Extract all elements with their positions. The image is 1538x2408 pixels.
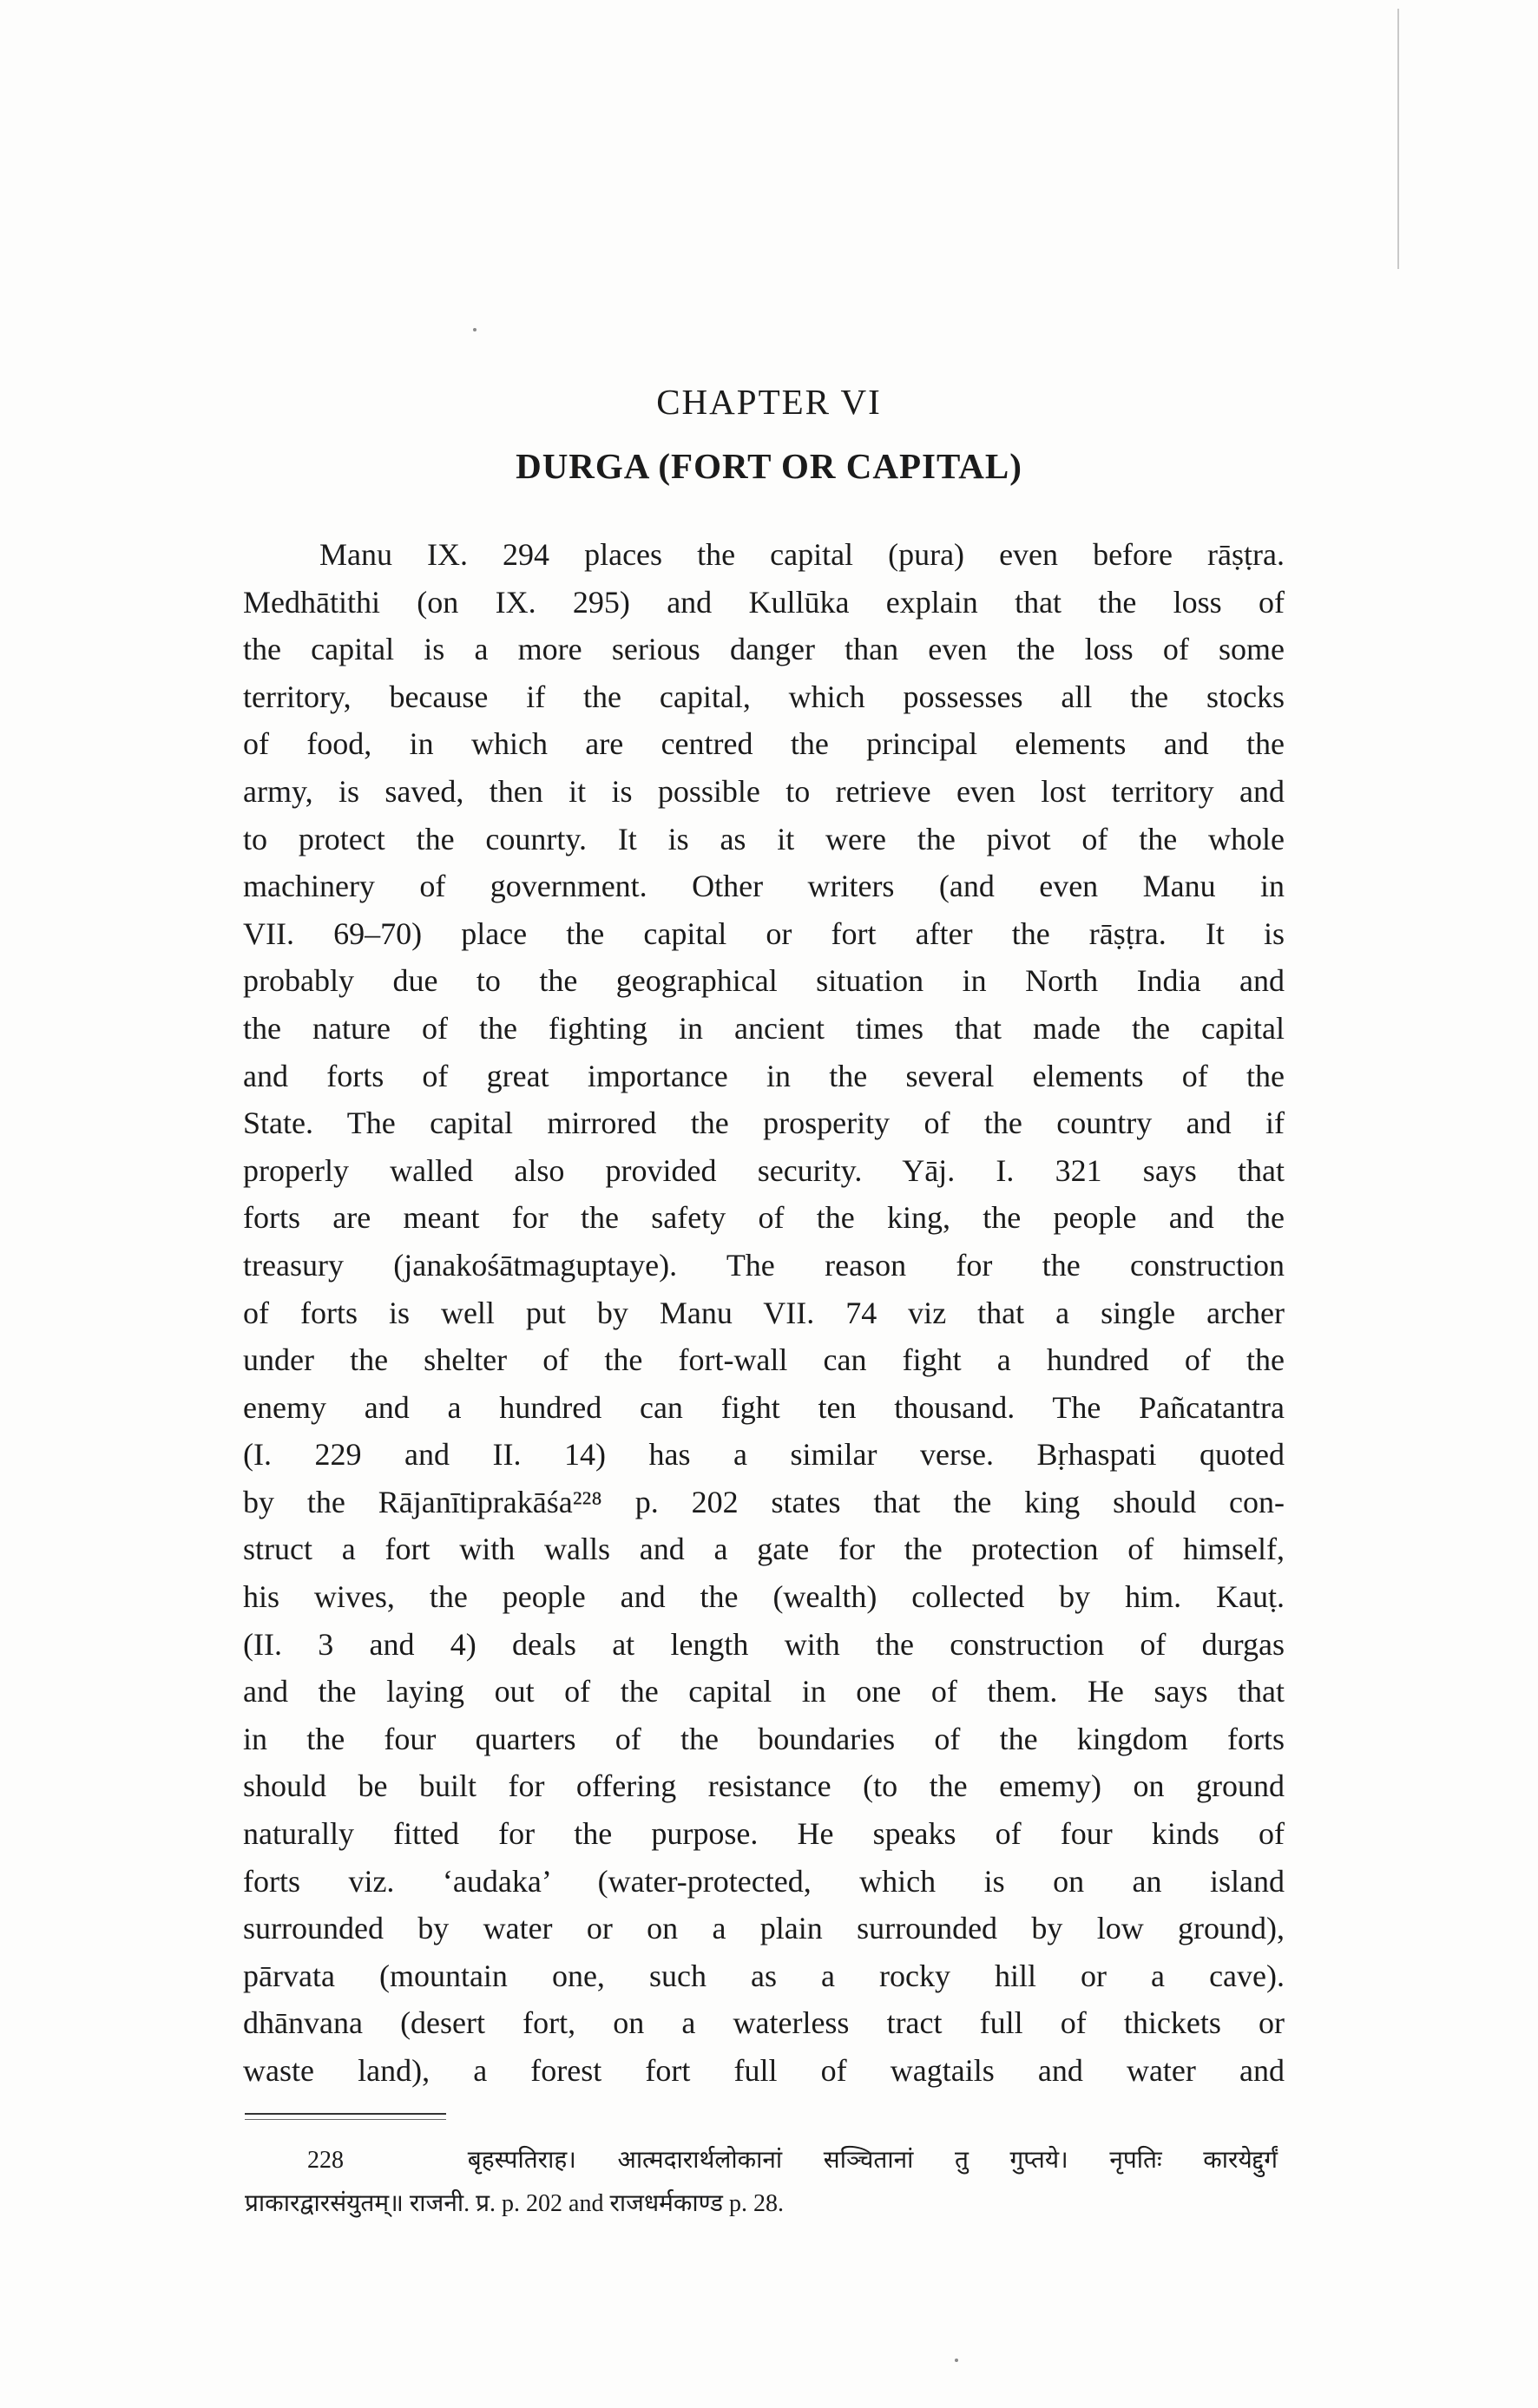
- footnote-rule: [245, 2119, 446, 2120]
- body-paragraph: [243, 531, 1285, 2095]
- scan-speck: [955, 2359, 958, 2362]
- body-line: dhānvana (desert fort, on a waterless tract full of thickets or: [243, 2005, 1285, 2041]
- body-line: probably due to the geographical situation in North India and: [243, 963, 1285, 999]
- footnote: [245, 2139, 1278, 2226]
- body-line: his wives, the people and the (wealth) collected by him. Kauṭ.: [243, 1579, 1285, 1615]
- footnote-rule: [245, 2113, 446, 2115]
- body-line: machinery of government. Other writers (and even Manu in: [243, 869, 1285, 904]
- body-line: VII. 69–70) place the capital or fort after the rāṣṭra. It is: [243, 915, 1285, 951]
- body-line: under the shelter of the fort-wall can fight a hundred of the: [243, 1342, 1285, 1378]
- scan-edge-line: [1397, 9, 1399, 269]
- chapter-heading: CHAPTER VI: [656, 382, 882, 422]
- body-line: of food, in which are centred the principal elements and the: [243, 726, 1285, 762]
- body-line: State. The capital mirrored the prosperity of the country and if: [243, 1106, 1285, 1141]
- body-line: naturally fitted for the purpose. He speaks of four kinds of: [243, 1816, 1285, 1852]
- chapter-title: DURGA (FORT OR CAPITAL): [516, 446, 1022, 486]
- body-line: treasury (janakośātmaguptaye). The reason for the construction: [243, 1247, 1285, 1283]
- body-line: Manu IX. 294 places the capital (pura) even before rāṣṭra.: [319, 537, 1285, 572]
- body-line: Medhātithi (on IX. 295) and Kullūka explain that the loss of: [243, 584, 1285, 620]
- body-line: properly walled also provided security. Yāj. I. 321 says that: [243, 1152, 1285, 1188]
- body-line: army, is saved, then it is possible to retrieve even lost territory and: [243, 773, 1285, 809]
- body-line: territory, because if the capital, which possesses all the stocks: [243, 679, 1285, 714]
- scan-speck: [473, 328, 477, 331]
- body-line: (I. 229 and II. 14) has a similar verse. Bṛhaspati quoted: [243, 1437, 1285, 1473]
- body-line: forts are meant for the safety of the king, the people and the: [243, 1200, 1285, 1236]
- body-line: and the laying out of the capital in one of them. He says that: [243, 1674, 1285, 1709]
- body-line: enemy and a hundred can fight ten thousand. The Pañcatantra: [243, 1389, 1285, 1425]
- body-line: in the four quarters of the boundaries of the kingdom forts: [243, 1721, 1285, 1756]
- body-line: of forts is well put by Manu VII. 74 viz that a single archer: [243, 1295, 1285, 1330]
- footnote-text: बृहस्पतिराह। आत्मदारार्थलोकानां सञ्चितानां तु गुप्तये। नृपतिः कारयेद्दुर्गं: [467, 2147, 1278, 2174]
- body-line: (II. 3 and 4) deals at length with the construction of durgas: [243, 1626, 1285, 1662]
- body-line: by the Rājanītiprakāśa²²⁸ p. 202 states that the king should con-: [243, 1484, 1285, 1519]
- body-line: and forts of great importance in the several elements of the: [243, 1058, 1285, 1093]
- body-line: surrounded by water or on a plain surrounded by low ground),: [243, 1911, 1285, 1946]
- footnote-line: प्राकारद्वारसंयुतम्॥ राजनी. प्र. p. 202 and राजधर्मकाण्ड p. 28.: [245, 2190, 784, 2217]
- footnote-line: [245, 2139, 1278, 2182]
- body-line: the nature of the fighting in ancient times that made the capital: [243, 1010, 1285, 1046]
- footnote-number: 228: [307, 2147, 344, 2174]
- body-line: should be built for offering resistance (to the ememy) on ground: [243, 1768, 1285, 1804]
- body-line: waste land), a forest fort full of wagtails and water and: [243, 2053, 1285, 2088]
- body-line: the capital is a more serious danger than even the loss of some: [243, 632, 1285, 667]
- body-line: pārvata (mountain one, such as a rocky hill or a cave).: [243, 1958, 1285, 1993]
- body-line: forts viz. ‘audaka’ (water-protected, which is on an island: [243, 1863, 1285, 1899]
- body-line: to protect the counrty. It is as it were the pivot of the whole: [243, 821, 1285, 856]
- body-line: struct a fort with walls and a gate for the protection of himself,: [243, 1532, 1285, 1567]
